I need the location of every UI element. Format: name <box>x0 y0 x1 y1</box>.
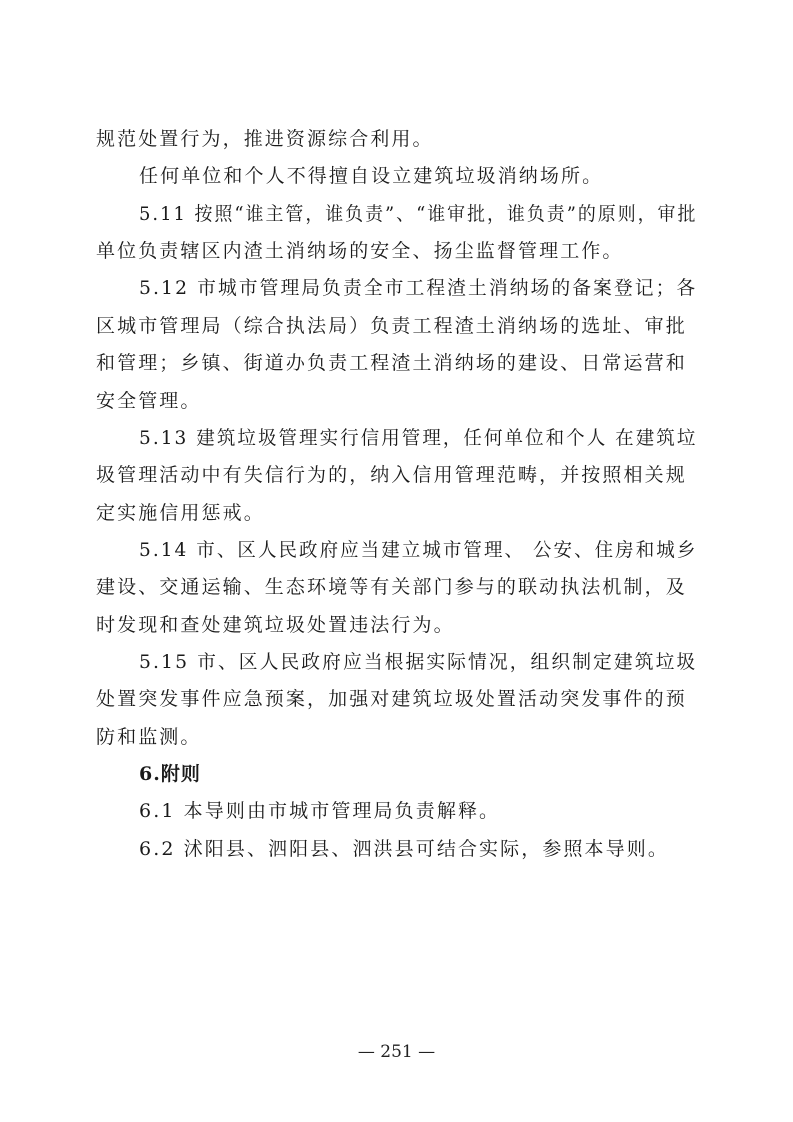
text-line-5: 5.12 市城市管理局负责全市工程渣土消纳场的备案登记；各 <box>139 277 698 299</box>
section-heading: 6.附则 <box>139 763 201 785</box>
text-line-7: 和管理；乡镇、街道办负责工程渣土消纳场的建设、日常运营和 <box>96 352 687 374</box>
text-line-19: 6.1 本导则由市城市管理局负责解释。 <box>139 800 501 822</box>
text-line-15: 5.15 市、区人民政府应当根据实际情况，组织制定建筑垃圾 <box>139 651 698 673</box>
text-line-8: 安全管理。 <box>96 390 202 412</box>
text-line-12: 5.14 市、区人民政府应当建立城市管理、 公安、住房和城乡 <box>139 539 698 561</box>
text-line-14: 时发现和查处建筑垃圾处置违法行为。 <box>96 614 455 636</box>
text-line-6: 区城市管理局（综合执法局）负责工程渣土消纳场的选址、审批 <box>96 315 687 337</box>
text-line-3: 5.11 按照“谁主管，谁负责”、“谁审批，谁负责”的原则，审批 <box>139 203 698 225</box>
text-line-13: 建设、交通运输、生态环境等有关部门参与的联动执法机制，及 <box>96 576 687 598</box>
text-line-10: 圾管理活动中有失信行为的，纳入信用管理范畴，并按照相关规 <box>96 464 687 486</box>
text-line-16: 处置突发事件应急预案，加强对建筑垃圾处置活动突发事件的预 <box>96 688 687 710</box>
text-line-4: 单位负责辖区内渣土消纳场的安全、扬尘监督管理工作。 <box>96 240 624 262</box>
text-line-11: 定实施信用惩戒。 <box>96 502 265 524</box>
text-line-20: 6.2 沭阳县、泗阳县、泗洪县可结合实际，参照本导则。 <box>139 838 669 860</box>
text-line-9: 5.13 建筑垃圾管理实行信用管理，任何单位和个人 在建筑垃 <box>139 427 698 449</box>
text-line-2: 任何单位和个人不得擅自设立建筑垃圾消纳场所。 <box>139 165 604 187</box>
text-line-17: 防和监测。 <box>96 726 202 748</box>
page-number: — 251 — <box>357 1042 436 1062</box>
text-line-1: 规范处置行为，推进资源综合利用。 <box>96 128 434 150</box>
